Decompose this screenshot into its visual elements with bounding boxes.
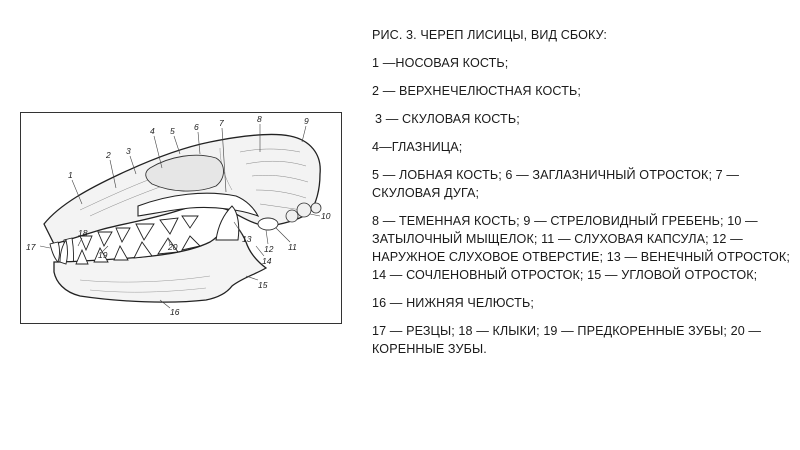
caption-title: РИС. 3. ЧЕРЕП ЛИСИЦЫ, ВИД СБОКУ: [372, 28, 608, 42]
figure-label-1: 1 [68, 170, 73, 180]
figure-label-17: 17 [26, 242, 36, 252]
figure-label-10: 10 [321, 211, 331, 221]
caption-item-16: 16 — НИЖНЯЯ ЧЕЛЮСТЬ; [372, 296, 534, 310]
figure-label-4: 4 [150, 126, 155, 136]
figure-label-16: 16 [170, 307, 180, 317]
caption-item-4: 4—ГЛАЗНИЦА; [372, 140, 463, 154]
figure-label-2: 2 [106, 150, 111, 160]
caption-items-17-20: 17 — РЕЗЦЫ; 18 — КЛЫКИ; 19 — ПРЕДКОРЕННЫЕ ЗУБЫ; 20 — КОРЕННЫЕ ЗУБЫ. [372, 324, 762, 356]
caption-item-1: 1 —НОСОВАЯ КОСТЬ; [372, 56, 509, 70]
fox-skull-drawing [20, 112, 342, 324]
figure-caption [372, 26, 790, 368]
figure-label-13: 13 [242, 234, 252, 244]
figure-label-12: 12 [264, 244, 274, 254]
figure-label-19: 19 [98, 250, 108, 260]
figure-label-3: 3 [126, 146, 131, 156]
caption-items-8-15: 8 — ТЕМЕННАЯ КОСТЬ; 9 — СТРЕЛОВИДНЫЙ ГРЕБЕНЬ; 10 — ЗАТЫЛОЧНЫЙ МЫЩЕЛОК; 11 — СЛУХОВАЯ КАПСУЛА; 12 — НАРУЖНОЕ СЛУХОВОЕ ОТВЕРСТИЕ; 13 — ВЕНЕЧНЫЙ ОТРОСТОК; 14 — СОЧЛЕНОВНЫЙ ОТРОСТОК; 15 — УГЛОВОЙ ОТРОСТОК; [372, 214, 790, 282]
caption-items-5-7: 5 — ЛОБНАЯ КОСТЬ; 6 — ЗАГЛАЗНИЧНЫЙ ОТРОСТОК; 7 — СКУЛОВАЯ ДУГА; [372, 168, 740, 200]
figure-label-20: 20 [168, 242, 178, 252]
figure-label-15: 15 [258, 280, 268, 290]
caption-item-2: 2 — ВЕРХНЕЧЕЛЮСТНАЯ КОСТЬ; [372, 84, 581, 98]
auditory-capsule [258, 218, 278, 230]
figure-label-14: 14 [262, 256, 272, 266]
figure-label-7: 7 [219, 118, 224, 128]
figure-label-9: 9 [304, 116, 309, 126]
figure-label-6: 6 [194, 122, 199, 132]
figure-label-5: 5 [170, 126, 175, 136]
figure-label-11: 11 [288, 242, 297, 252]
figure-label-8: 8 [257, 114, 262, 124]
caption-item-3: 3 — СКУЛОВАЯ КОСТЬ; [375, 112, 520, 126]
figure-label-18: 18 [78, 228, 88, 238]
fox-skull-figure [20, 112, 342, 324]
